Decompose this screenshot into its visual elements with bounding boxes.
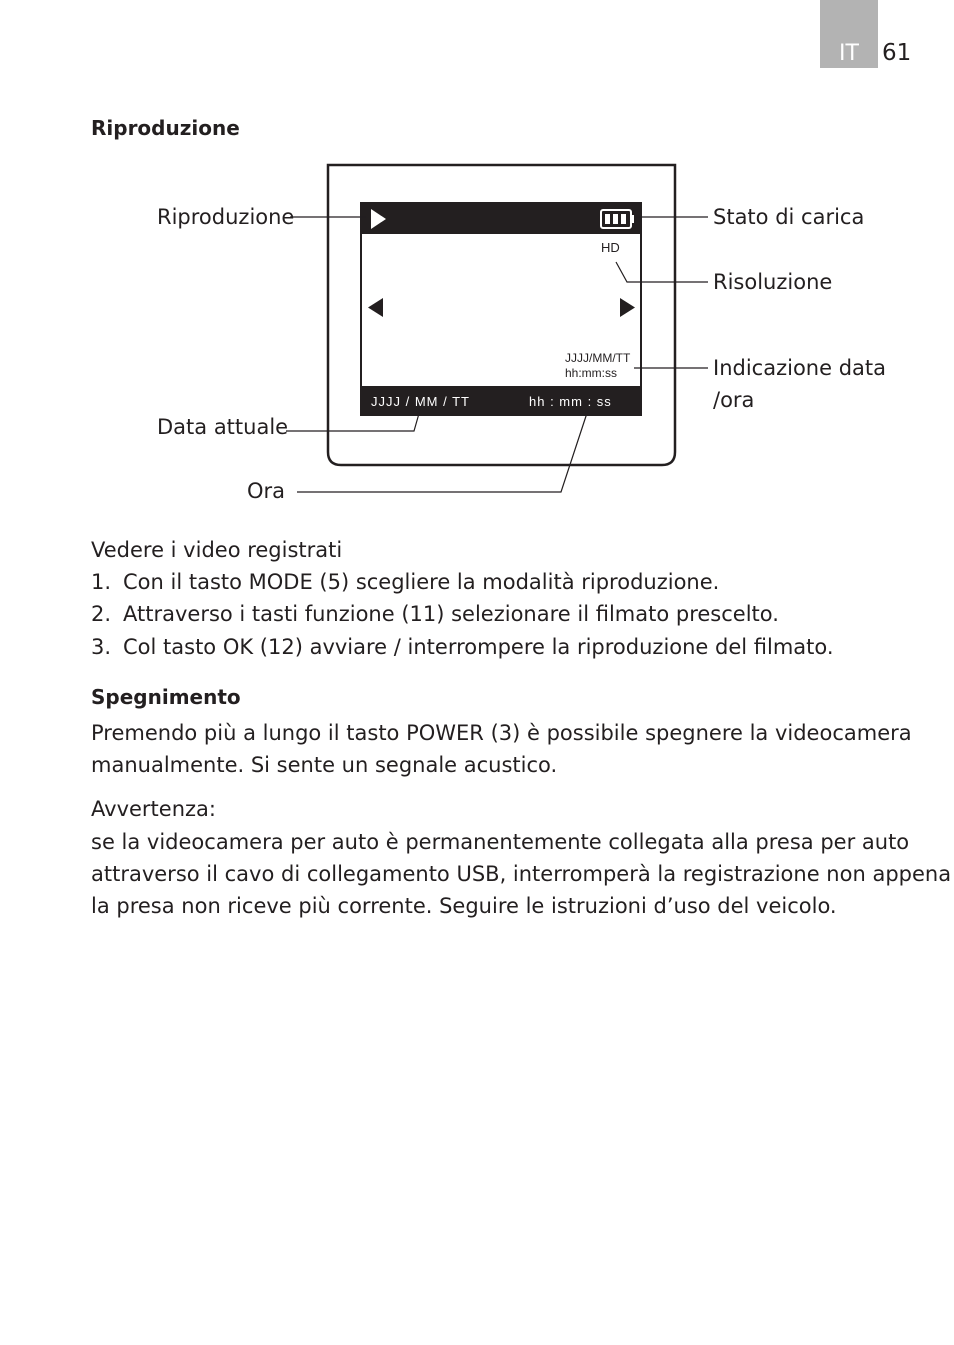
section-title-playback: Riproduzione <box>91 116 240 140</box>
screen-resolution: HD <box>601 240 620 255</box>
list-number: 1. <box>91 570 112 594</box>
warning-line: la presa non riceve più corrente. Seguire le istruzioni d’uso del veicolo. <box>91 894 837 918</box>
language-tab: IT <box>820 0 878 68</box>
bottom-bar-date: JJJJ / MM / TT <box>371 394 470 409</box>
section-title-shutdown: Spegnimento <box>91 685 241 709</box>
warning-title: Avvertenza: <box>91 797 216 821</box>
label-date-time-line1: Indicazione data <box>713 356 886 380</box>
paragraph-line: Premendo più a lungo il tasto POWER (3) è possibile spegnere la videocamera <box>91 721 912 745</box>
warning-line: se la videocamera per auto è permanentemente collegata alla presa per auto <box>91 830 910 854</box>
list-number: 2. <box>91 602 112 626</box>
list-text: Col tasto OK (12) avviare / interrompere la riproduzione del filmato. <box>123 635 834 659</box>
list-text: Con il tasto MODE (5) scegliere la modalità riproduzione. <box>123 570 720 594</box>
label-date-time-line2: /ora <box>713 388 755 412</box>
list-text: Attraverso i tasti funzione (11) selezionare il filmato prescelto. <box>123 602 779 626</box>
paragraph-line: manualmente. Si sente un segnale acustico. <box>91 753 558 777</box>
list-number: 3. <box>91 635 112 659</box>
label-resolution: Risoluzione <box>713 270 833 294</box>
list-item <box>91 566 719 598</box>
list-item <box>91 631 834 663</box>
label-charge-status: Stato di carica <box>713 205 865 229</box>
label-playback: Riproduzione <box>157 205 295 229</box>
bottom-bar-time: hh : mm : ss <box>529 394 612 409</box>
label-time: Ora <box>247 479 286 503</box>
label-current-date: Data attuale <box>157 415 289 439</box>
screen-datetime-time: hh:mm:ss <box>565 366 618 380</box>
screen-datetime-date: JJJJ/MM/TT <box>565 351 631 365</box>
intro-text: Vedere i video registrati <box>91 538 343 562</box>
screen-top-bar <box>361 203 641 234</box>
page-number: 61 <box>882 40 912 66</box>
list-item <box>91 598 779 630</box>
warning-line: attraverso il cavo di collegamento USB, interromperà la registrazione non appena <box>91 862 952 886</box>
screen-frame <box>361 203 641 415</box>
